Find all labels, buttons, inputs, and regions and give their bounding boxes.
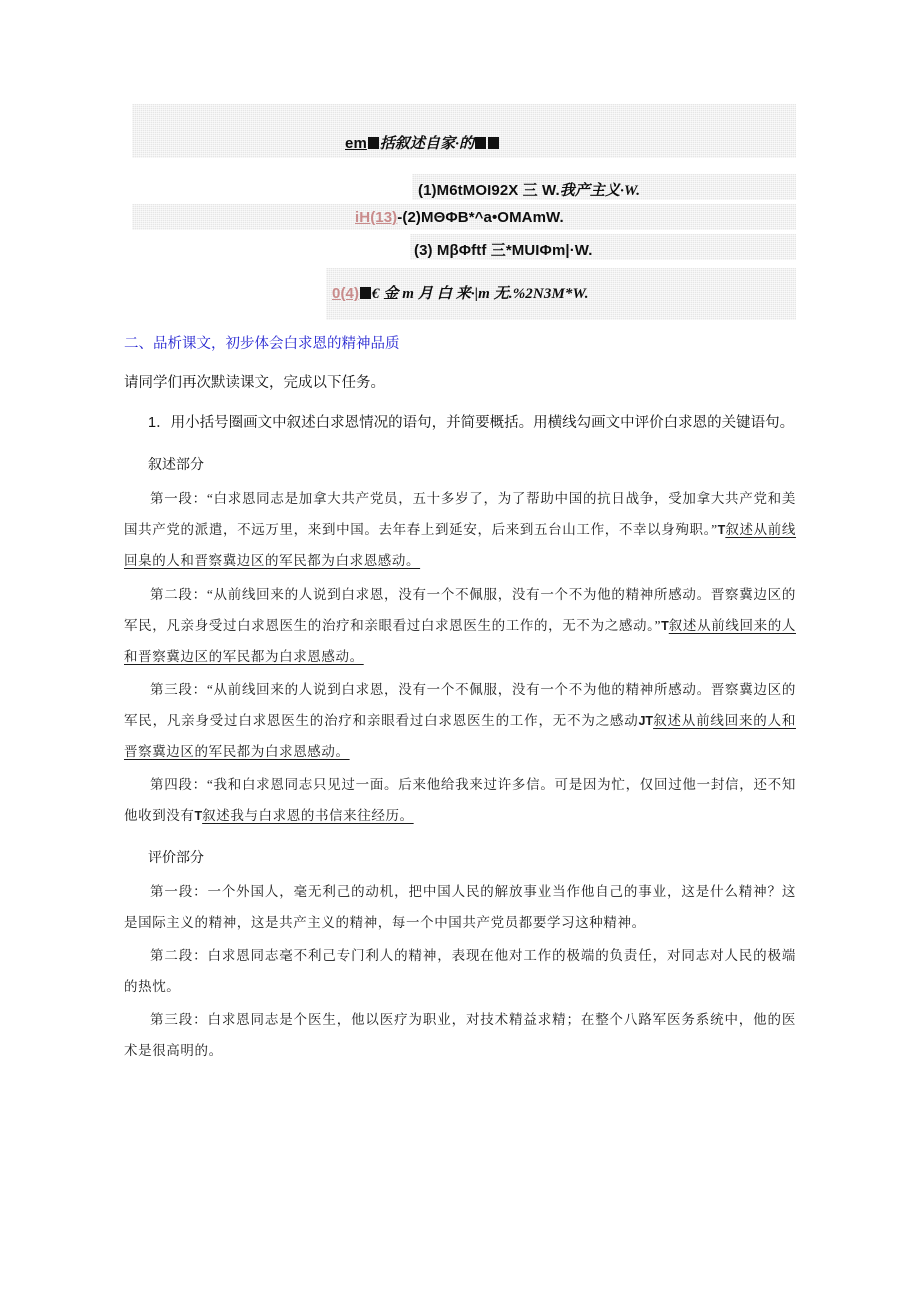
scan-block-glyph [475,137,486,149]
scan-line-4-prefix: 0(4) [332,285,360,302]
scan-block-glyph [368,137,379,149]
task-text: ．用小括号圈画文中叙述白求恩情况的语句，并简要概括。用横线勾画文中评价白求恩的关键语句。 [156,414,795,431]
paragraph-marker: T [661,618,669,633]
paragraph-marker: T [194,808,203,823]
paragraph-quote: “我和白求恩同志只见过一面。后来他给我来过许多信。可是因为忙，仅回过他一封信，还不知他收到没有 [124,776,796,823]
narration-paragraph-4 [124,769,796,831]
paragraph-label: 第三段： [150,681,207,697]
paragraph-text: 一个外国人，毫无利己的动机，把中国人民的解放事业当作他自己的事业，这是什么精神？这是国际主义的精神，这是共产主义的精神，每一个中国共产党员都要学习这种精神。 [124,884,796,931]
paragraph-label: 第四段： [150,776,207,792]
scan-line-3 [414,239,593,260]
scan-line-1-code: (1)M6tMOI92X 三 W. [418,182,560,199]
scan-line-2-code: -(2)MΘΦB*^a•OMAmW. [397,209,564,226]
paragraph-label: 第三段： [150,1012,208,1028]
paragraph-underlined: 叙述从前线回来的人和晋察冀边区的军民都为白求恩感动。 [124,617,796,664]
scan-line-2-prefix: iH(13) [355,209,398,226]
paragraph-label: 第一段： [150,491,207,507]
scanned-artifact-region [0,0,920,325]
paragraph-label: 第一段： [150,884,208,900]
scan-block-glyph [488,137,499,149]
scan-line-0-cjk: 括叙述自家·的 [379,136,475,152]
main-content [0,325,920,1068]
scan-line-1 [418,179,640,200]
paragraph-label: 第二段： [150,948,208,964]
task-number: 1 [148,414,157,431]
paragraph-marker: JT [638,713,654,728]
scan-block-glyph [360,287,371,299]
paragraph-marker: T [717,523,726,538]
narration-section-label: 叙述部分 [148,456,204,473]
scan-line-0-prefix: em [345,135,367,152]
task-item-1 [124,408,796,438]
narration-paragraph-3 [124,674,796,767]
scan-line-4-body: € 金 m 月 白 来·|m 无.%2N3M*W. [371,286,589,302]
evaluation-section-label: 评价部分 [148,848,204,865]
evaluation-paragraph-1 [124,876,796,938]
paragraph-underlined: 叙述从前线回臬的人和晋察冀边区的军民都为白求恩感动。 [124,522,797,569]
narration-paragraph-1 [124,483,796,576]
section-heading-blue: 二、品析课文，初步体会白求恩的精神品质 [124,336,400,352]
narration-paragraph-2 [124,579,796,672]
paragraph-underlined: 叙述从前线回来的人和晋察冀边区的军民都为白求恩感动。 [124,712,796,759]
scan-line-3-code: (3) MβΦftf 三*MUIΦm|·W. [414,242,593,259]
paragraph-quote: “从前线回来的人说到白求恩，没有一个不佩服，没有一个不为他的精神所感动。晋察冀边区的军民，凡亲身受过白求恩医生的治疗和亲眼看过白求恩医生的工作的，无不为之感动。” [124,586,796,633]
paragraph-underlined: 叙述我与白求恩的书信来往经历。 [202,807,414,823]
evaluation-paragraph-3 [124,1004,796,1066]
evaluation-paragraph-2 [124,940,796,1002]
paragraph-text: 白求恩同志毫不利己专门利人的精神，表现在他对工作的极端的负责任，对同志对人民的极端的热忱。 [124,948,796,995]
scan-line-0 [345,132,500,153]
paragraph-label: 第二段： [150,586,207,602]
paragraph-quote: “从前线回来的人说到白求恩，没有一个不佩服，没有一个不为他的精神所感动。晋察冀边区的军民，凡亲身受过白求恩医生的治疗和亲眼看过白求恩医生的工作，无不为之感动 [124,681,796,728]
lead-instruction: 请同学们再次默读课文，完成以下任务。 [124,375,385,392]
scan-line-4 [332,282,589,303]
paragraph-text: 白求恩同志是个医生，他以医疗为职业，对技术精益求精；在整个八路军医务系统中，他的医术是很高明的。 [124,1012,796,1059]
scan-line-2 [355,209,564,226]
scan-line-1-cjk: 我产主义·W. [559,183,641,199]
paragraph-quote: “白求恩同志是加拿大共产党员，五十多岁了，为了帮助中国的抗日战争，受加拿大共产党和美国共产党的派遣，不远万里，来到中国。去年春上到延安，后来到五台山工作，不幸以身殉职。” [124,491,796,538]
